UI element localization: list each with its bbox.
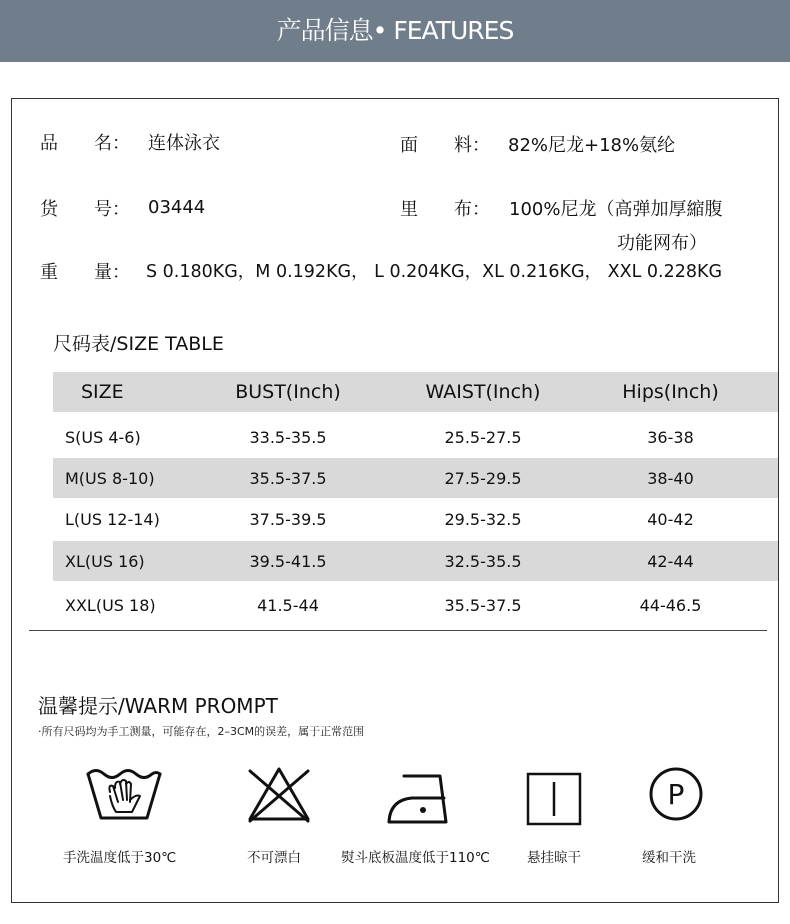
- row-size: M(US 8-10): [65, 468, 155, 488]
- table-row: [53, 584, 778, 626]
- lining-label: 里 布：: [400, 199, 490, 220]
- weight-label: 重 量：: [40, 262, 130, 283]
- table-row: [53, 498, 778, 540]
- row-waist: 29.5-32.5: [444, 509, 522, 529]
- section-divider: [29, 630, 767, 631]
- row-hips: 42-44: [647, 551, 694, 571]
- row-hips: 40-42: [647, 509, 694, 529]
- row-hips: 38-40: [647, 468, 694, 488]
- row-size: XXL(US 18): [65, 595, 156, 615]
- no-bleach-label: 不可漂白: [247, 850, 301, 866]
- row-waist: 27.5-29.5: [444, 468, 522, 488]
- row-waist: 35.5-37.5: [444, 595, 522, 615]
- table-row: [53, 416, 778, 458]
- row-bust: 39.5-41.5: [249, 551, 327, 571]
- fabric-value: 82%尼龙+18%氨纶: [508, 135, 676, 156]
- row-hips: 44-46.5: [639, 595, 702, 615]
- table-row: [53, 458, 778, 498]
- row-size: L(US 12-14): [65, 509, 160, 529]
- item-no-label: 货 号：: [40, 199, 130, 220]
- svg-text:P: P: [667, 778, 685, 811]
- dry-clean-label: 缓和干洗: [642, 850, 696, 866]
- header-hips: Hips(Inch): [622, 381, 719, 403]
- size-table-header: [53, 372, 778, 412]
- size-table-heading: 尺码表/SIZE TABLE: [53, 333, 224, 355]
- row-bust: 41.5-44: [257, 595, 319, 615]
- lining-value-line2: 功能网布）: [617, 233, 707, 254]
- header-size: SIZE: [81, 381, 124, 403]
- row-hips: 36-38: [647, 427, 694, 447]
- header-waist: WAIST(Inch): [425, 381, 541, 403]
- header-banner: [0, 0, 790, 62]
- row-size: S(US 4-6): [65, 427, 141, 447]
- header-bust: BUST(Inch): [235, 381, 341, 403]
- row-bust: 37.5-39.5: [249, 509, 327, 529]
- table-row: [53, 541, 778, 581]
- no-bleach-icon: [246, 765, 312, 825]
- warm-prompt-heading: 温馨提示/WARM PROMPT: [38, 694, 278, 718]
- row-waist: 25.5-27.5: [444, 427, 522, 447]
- hang-dry-label: 悬挂晾干: [527, 850, 581, 866]
- dry-clean-p-icon: [648, 766, 704, 822]
- row-bust: 35.5-37.5: [249, 468, 327, 488]
- row-waist: 32.5-35.5: [444, 551, 522, 571]
- iron-label: 熨斗底板温度低于110℃: [341, 850, 490, 866]
- banner-title: 产品信息• FEATURES: [276, 16, 514, 45]
- hand-wash-icon: [84, 766, 164, 826]
- weight-value: S 0.180KG，M 0.192KG， L 0.204KG，XL 0.216KG， XXL 0.228KG: [146, 262, 723, 282]
- warm-prompt-note: ·所有尺码均为手工测量，可能存在，2–3CM的误差，属于正常范围: [38, 725, 365, 738]
- name-value: 连体泳衣: [148, 133, 220, 154]
- lining-value-line1: 100%尼龙（高弹加厚縮腹: [509, 199, 723, 220]
- row-size: XL(US 16): [65, 551, 145, 571]
- name-label: 品 名：: [40, 133, 130, 154]
- hang-dry-icon: [526, 772, 582, 826]
- hand-wash-label: 手洗温度低于30℃: [63, 850, 177, 866]
- row-bust: 33.5-35.5: [249, 427, 327, 447]
- fabric-label: 面 料：: [400, 135, 490, 156]
- item-no-value: 03444: [148, 197, 206, 218]
- iron-icon: [386, 772, 450, 826]
